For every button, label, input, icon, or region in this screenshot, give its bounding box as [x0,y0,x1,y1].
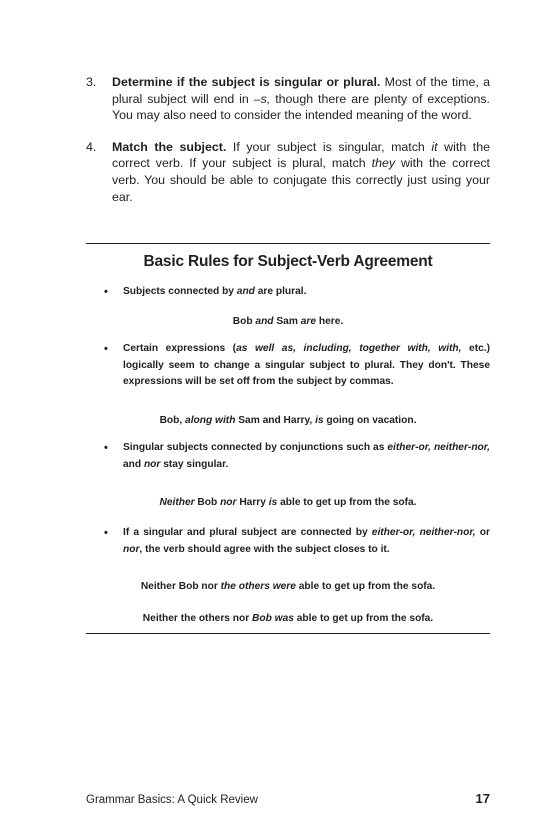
numbered-steps [86,74,490,220]
example-sentence [86,496,490,510]
bullet-icon: • [104,343,108,355]
example-sentence [86,612,490,626]
page-number: 17 [475,791,490,806]
step-number: 4. [86,139,97,154]
example-emphasis: along with [185,415,236,426]
rule-item [104,440,490,473]
example-sentence [86,414,490,428]
bullet-icon: • [104,527,108,539]
rule-text-part: or [475,527,490,538]
step-3 [86,74,490,124]
step-text: though there are plenty of exceptions. You may also need to consider the intended meaning of the word. [112,91,490,123]
step-emphasis: they [371,156,396,171]
example-emphasis: is [315,415,324,426]
box-title: Basic Rules for Subject-Verb Agreement [143,253,433,270]
book-title: Grammar Basics: A Quick Review [86,794,258,806]
rule-text-part: are plural. [254,286,307,297]
rule-text-part: stay singular. [160,458,229,470]
rule-item [104,525,490,558]
rule-text-part: etc.) logically seem to change a singular subject to plural. They don't. These expressions will be set off from the subject by commas. [123,343,490,387]
rule-emphasis: nor [143,458,161,470]
example-sentence [86,580,490,594]
example-emphasis: Neither [159,497,195,508]
example-part: going on vacation. [323,415,417,426]
example-part: here. [316,316,344,327]
rule-text [123,341,490,391]
example-part: Bob [232,316,256,327]
example-part: Neither the others nor [142,613,253,624]
rule-emphasis: as well as, including, together with, with, [236,343,462,354]
rule-emphasis: and [236,286,255,297]
step-emphasis: –s, [253,91,271,106]
example-part: able to get up from the sofa. [293,613,434,624]
example-part: Harry [236,497,269,508]
rule-text-part: , the verb should agree with the subject closes to it. [139,543,390,555]
rule-emphasis: nor [123,543,140,555]
step-text: If your subject is singular, match [226,139,432,154]
rule-text-part: and [123,458,144,470]
page-footer [86,791,490,806]
example-part: Neither Bob nor [140,581,221,592]
rule-text-part: Subjects connected by [123,286,237,297]
step-number: 3. [86,75,97,89]
step-4 [86,139,490,205]
rule-item [104,284,490,301]
example-sentence [86,315,490,329]
rule-item [104,341,490,391]
step-body [112,139,490,205]
step-emphasis: it [431,139,438,154]
rule-text-part: Singular subjects connected by conjunctions such as [123,442,388,453]
example-emphasis: and [255,316,274,327]
rule-emphasis: either-or, neither-nor, [387,442,490,453]
rule-text [123,440,490,473]
example-emphasis: Bob was [252,613,294,624]
example-emphasis: is [268,497,278,508]
rule-text [123,284,490,301]
example-part: Sam and Harry, [235,415,316,426]
rule-emphasis: either-or, neither-nor, [371,527,476,538]
step-body [112,74,490,124]
bullet-icon: • [104,286,108,298]
example-part: Sam [273,316,301,327]
step-text: with the correct verb. If your subject is plural, match [112,139,491,171]
example-part: able to get up from the sofa. [277,497,417,508]
example-emphasis: the others were [220,581,296,592]
example-part: able to get up from the sofa. [295,581,436,592]
step-text: Most of the time, a plural subject will end in [112,75,490,106]
step-lead: Match the subject. [112,139,227,154]
step-lead: Determine if the subject is singular or plural. [112,75,381,89]
rule-text-part: If a singular and plural subject are connected by [123,527,372,538]
step-text: with the correct verb. You should be able to conjugate this correctly just using your ear. [112,156,490,204]
example-emphasis: nor [220,497,237,508]
example-emphasis: are [300,316,317,327]
example-part: Bob, [159,415,186,426]
rule-text-part: Certain expressions ( [123,343,237,354]
example-part: Bob [194,497,221,508]
bullet-icon: • [104,442,108,454]
rules-box [86,243,490,634]
rule-text [123,525,490,558]
